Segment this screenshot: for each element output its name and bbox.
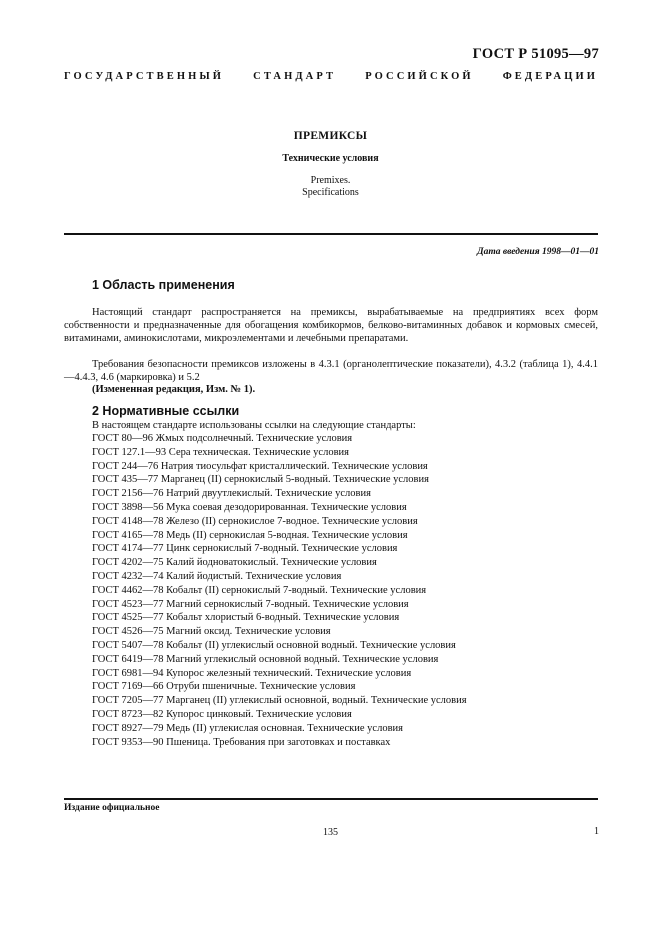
header-divider: [64, 233, 598, 235]
edition-label: Издание официальное: [64, 803, 160, 813]
reference-item: ГОСТ 8723—82 Купорос цинковый. Технические условия: [92, 708, 352, 720]
reference-item: ГОСТ 5407—78 Кобальт (II) углекислый основной водный. Технические условия: [92, 639, 456, 651]
reference-item: ГОСТ 4148—78 Железо (II) сернокислое 7-водное. Технические условия: [92, 515, 418, 527]
reference-item: ГОСТ 6981—94 Купорос железный технический. Технические условия: [92, 667, 412, 679]
reference-item: ГОСТ 4525—77 Кобальт хлористый 6-водный. Технические условия: [92, 612, 400, 624]
reference-item: ГОСТ 7169—66 Отруби пшеничные. Технические условия: [92, 681, 356, 693]
document-title: ПРЕМИКСЫ: [293, 130, 368, 142]
reference-item: ГОСТ 4174—77 Цинк сернокислый 7-водный. Технические условия: [92, 543, 398, 555]
reference-item: ГОСТ 127.1—93 Сера техническая. Технические условия: [92, 446, 349, 458]
section-1-paragraph-1: Настоящий стандарт распространяется на премиксы, вырабатываемые на предприятиях всех форм собственности и предназначенные для обогащения комбикормов, белково-витаминных добавок и кормовых смесей, витаминами, аминокислотами, микроэлементами и лечебными препаратами.: [64, 307, 598, 344]
reference-item: ГОСТ 4165—78 Медь (II) сернокислая 5-водная. Технические условия: [92, 529, 408, 541]
sheet-number: 1: [594, 826, 599, 837]
reference-item: ГОСТ 4202—75 Калий йодноватокислый. Технические условия: [92, 557, 377, 569]
section-1-heading: 1 Область применения: [92, 278, 235, 292]
reference-item: ГОСТ 4526—75 Магний оксид. Технические условия: [92, 626, 331, 638]
section-1-paragraph-2: Требования безопасности премиксов изложены в 4.3.1 (органолептические показатели), 4.3.2 (таблица 1), 4.4.1—4.4.3, 4.6 (маркировка) и 5.2: [64, 359, 598, 383]
reference-item: ГОСТ 4523—77 Магний сернокислый 7-водный. Технические условия: [92, 598, 409, 610]
page-number: 135: [323, 827, 338, 838]
reference-item: ГОСТ 7205—77 Марганец (II) углекислый основной, водный. Технические условия: [92, 695, 467, 707]
footer-divider: [64, 798, 598, 800]
reference-list: [92, 432, 598, 749]
reference-item: ГОСТ 435—77 Марганец (II) сернокислый 5-водный. Технические условия: [92, 474, 429, 486]
reference-item: ГОСТ 3898—56 Мука соевая дезодорированная. Технические условия: [92, 501, 407, 513]
reference-item: ГОСТ 4232—74 Калий йодистый. Технические условия: [92, 570, 342, 582]
reference-item: ГОСТ 6419—78 Магний углекислый основной водный. Технические условия: [92, 653, 439, 665]
references-intro: В настоящем стандарте использованы ссылки на следующие стандарты:: [92, 420, 416, 431]
standard-code: ГОСТ Р 51095—97: [472, 46, 599, 62]
amendment-note: (Измененная редакция, Изм. № 1).: [92, 384, 256, 395]
section-2-heading: 2 Нормативные ссылки: [92, 404, 240, 418]
reference-item: ГОСТ 244—76 Натрия тиосульфат кристаллический. Технические условия: [92, 460, 428, 472]
english-title: [0, 175, 661, 199]
intro-date: Дата введения 1998—01—01: [477, 247, 599, 257]
reference-item: ГОСТ 4462—78 Кобальт (II) сернокислый 7-водный. Технические условия: [92, 584, 427, 596]
organization-title: ГОСУДАРСТВЕННЫЙ СТАНДАРТ РОССИЙСКОЙ ФЕДЕРАЦИИ: [64, 71, 598, 82]
reference-item: ГОСТ 80—96 Жмых подсолнечный. Технические условия: [92, 433, 353, 444]
document-subtitle: Технические условия: [282, 153, 379, 164]
reference-item: ГОСТ 8927—79 Медь (II) углекислая основная. Технические условия: [92, 722, 403, 734]
reference-item: ГОСТ 2156—76 Натрий двуутлекислый. Технические условия: [92, 488, 371, 500]
reference-item: ГОСТ 9353—90 Пшеница. Требования при заготовках и поставках: [92, 736, 391, 748]
english-title-line2: Specifications: [302, 187, 359, 198]
english-title-line1: Premixes.: [310, 175, 351, 186]
